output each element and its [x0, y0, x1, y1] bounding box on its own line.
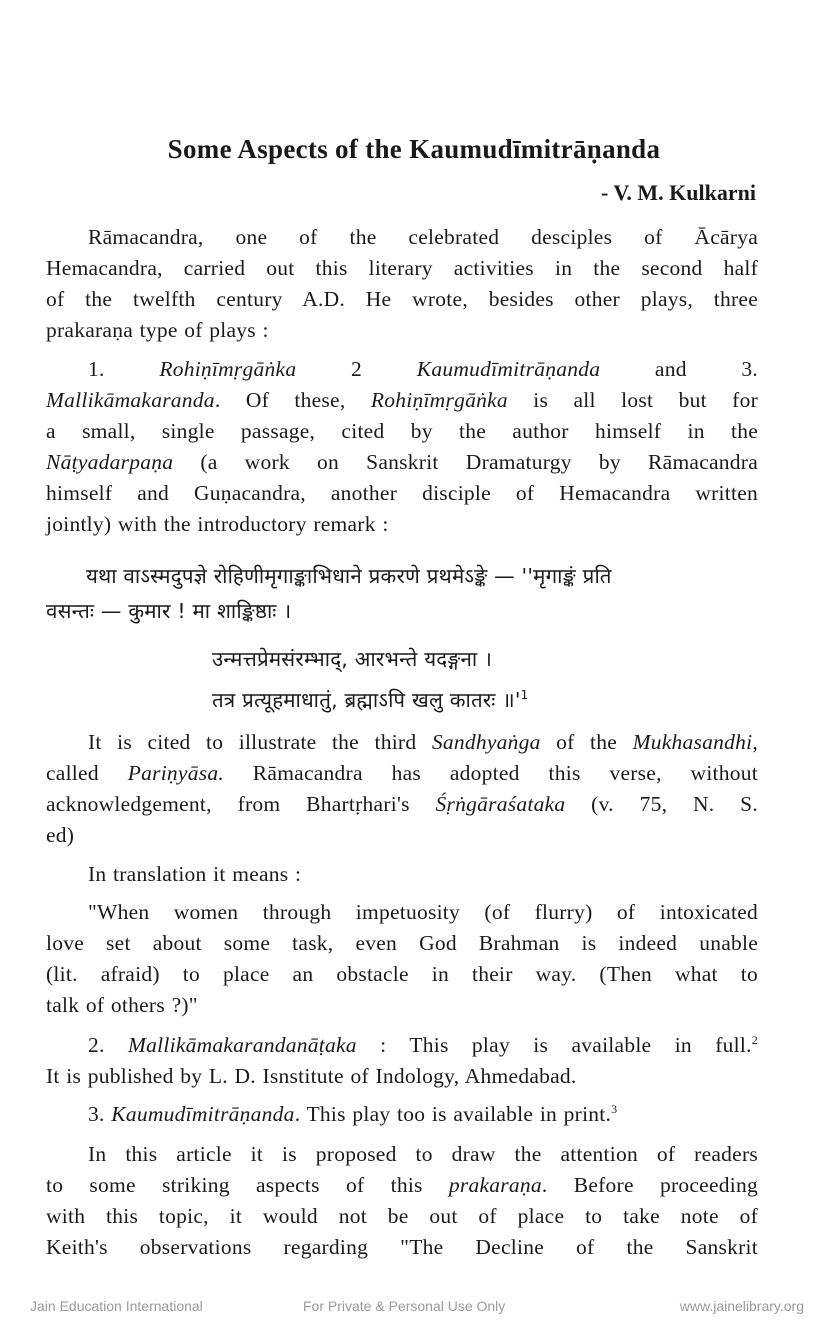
text-line: 1. Rohiṇīmṛgāṅka 2 Kaumudīmitrāṇanda and 3. — [88, 357, 759, 381]
sanskrit-verse: तत्र प्रत्यूहमाधातुं, ब्रह्माऽपि खलु कातरः $॥'^1$ — [212, 688, 529, 712]
play-title: Kaumudīmitrāṇanda — [416, 357, 601, 381]
paragraph-kaumudi — [46, 1099, 758, 1130]
text-line: love set about some task, even God Brahman is indeed unable — [46, 931, 758, 955]
text-line: Rāmacandra, one of the celebrated desciples of Ācārya — [88, 225, 758, 249]
text-line: a small, single passage, cited by the author himself in the — [46, 419, 758, 443]
text-line: In this article it is proposed to draw the attention of readers — [88, 1142, 758, 1166]
text-line: ed) — [46, 823, 75, 847]
text-line: jointly) with the introductory remark : — [46, 512, 389, 536]
play-title: Rohiṇīmṛgāṅka — [159, 357, 297, 381]
sanskrit-verse: उन्मत्तप्रेमसंरम्भाद्, आरभन्ते यदङ्गना । — [212, 647, 493, 671]
text-line: Nāṭyadarpaṇa (a work on Sanskrit Dramaturgy by Rāmacandra — [46, 450, 758, 474]
footnote-marker: 2 — [751, 1032, 758, 1047]
text-line: 3. Kaumudīmitrāṇanda. This play too is available in print.$^3$ — [88, 1101, 618, 1126]
sanskrit-line: वसन्तः — कुमार ! मा शाङ्किष्ठाः । — [46, 599, 292, 623]
play-title: Mallikāmakaranda — [46, 388, 215, 412]
footer-left: Jain Education International — [30, 1298, 203, 1314]
text-line: of the twelfth century A.D. He wrote, besides other plays, three — [46, 287, 758, 311]
footer-link[interactable]: www.jainelibrary.org — [679, 1298, 804, 1314]
paragraph-intro — [46, 222, 758, 346]
text-line: It is cited to illustrate the third Sandhyaṅga of the Mukhasandhi, — [88, 730, 758, 754]
text-line: called Pariṇyāsa. Rāmacandra has adopted this verse, without — [46, 761, 758, 785]
text-line: Mallikāmakaranda. Of these, Rohiṇīmṛgāṅka is all lost but for — [46, 388, 758, 412]
text-line: to some striking aspects of this prakaraṇa. Before proceeding — [46, 1173, 758, 1197]
text-line: It is published by L. D. Isnstitute of Indology, Ahmedabad. — [46, 1064, 577, 1088]
footnote-marker: 1 — [520, 688, 529, 703]
article-title: Some Aspects of the Kaumudīmitrāṇanda — [167, 134, 661, 164]
paragraph-plays — [46, 354, 758, 540]
paragraph-mallika — [46, 1030, 758, 1092]
paragraph-citation — [46, 727, 758, 851]
text-line: prakaraṇa type of plays : — [46, 318, 269, 342]
text-line: acknowledgement, from Bhartṛhari's Śṛṅgāraśataka (v. 75, N. S. — [46, 792, 759, 816]
paragraph-proposal — [46, 1139, 758, 1263]
text-line: In translation it means : — [88, 862, 302, 886]
text-line: himself and Guṇacandra, another disciple of Hemacandra written — [46, 481, 758, 505]
paragraph-translation — [46, 897, 758, 1021]
text-line: Hemacandra, carried out this literary activities in the second half — [46, 256, 758, 280]
footer-center: For Private & Personal Use Only — [303, 1298, 506, 1314]
text-line: (lit. afraid) to place an obstacle in their way. (Then what to — [46, 962, 758, 986]
text-line: talk of others ?)" — [46, 993, 198, 1017]
sanskrit-line: यथा वाऽस्मदुपज्ञे रोहिणीमृगाङ्काभिधाने प्रकरणे प्रथमेऽङ्के — ''मृगाङ्कं प्रति — [86, 564, 612, 588]
play-title: Rohiṇīmṛgāṅka — [370, 388, 508, 412]
text-line: with this topic, it would not be out of place to take note of — [46, 1204, 758, 1228]
article-author: - V. M. Kulkarni — [600, 180, 756, 205]
work-title: Nāṭyadarpaṇa — [46, 450, 174, 474]
text-line: 2. Mallikāmakarandanāṭaka : This play is available in full.$^2$ — [88, 1032, 758, 1057]
paragraph-translation-intro — [46, 859, 758, 890]
text-line: "When women through impetuosity (of flurry) of intoxicated — [88, 900, 758, 924]
footnote-marker: 3 — [611, 1101, 618, 1116]
text-line: Keith's observations regarding "The Decline of the Sanskrit — [46, 1235, 758, 1259]
